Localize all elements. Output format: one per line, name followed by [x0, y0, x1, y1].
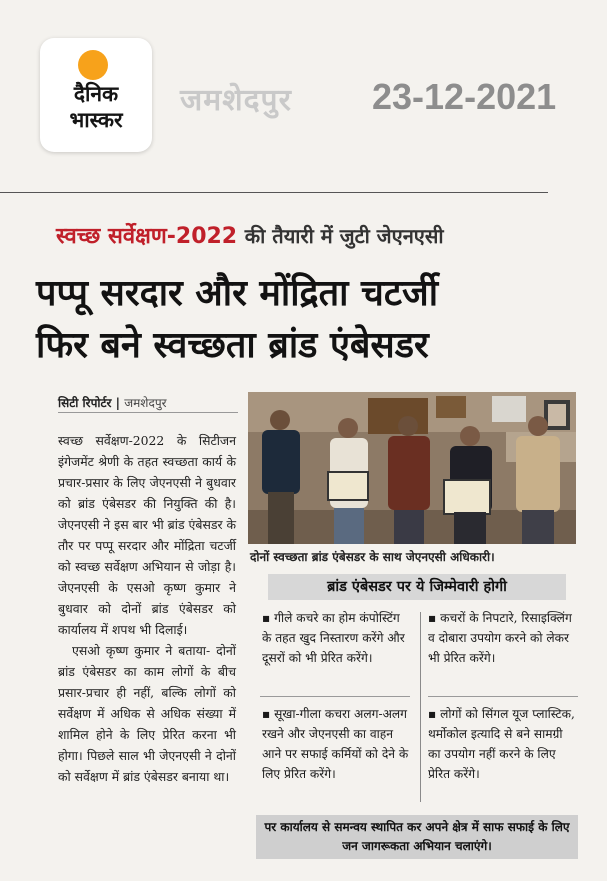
box-title: ब्रांड एंबेसडर पर ये जिम्मेवारी होगी	[268, 574, 566, 600]
edition-date: 23-12-2021	[372, 76, 557, 117]
edition-city: जमशेदपुर	[180, 83, 292, 118]
byline-city: जमशेदपुर	[124, 396, 167, 410]
logo-line-1: दैनिक	[73, 82, 119, 106]
headline	[36, 268, 596, 372]
headline-line-1: पप्पू सरदार और मोंद्रिता चटर्जी	[36, 273, 439, 314]
header-divider	[0, 192, 548, 193]
kicker-highlight: स्वच्छ सर्वेक्षण-2022	[56, 224, 238, 249]
kicker-rest: की तैयारी में जुटी जेएनएसी	[244, 224, 444, 248]
box-bullet-4: ▪ लोगों को सिंगल यूज प्लास्टिक, थर्मोकोल इत्यादि से बने सामग्री का उपयोग नहीं करने के लिए प्रेरित करेंगे।	[428, 707, 575, 781]
box-footer: पर कार्यालय से समन्वय स्थापित कर अपने क्षेत्र में साफ सफाई के लिए जन जागरूकता अभियान चलाएंगे।	[256, 815, 578, 859]
byline: सिटी रिपोर्टर | जमशेदपुर	[58, 396, 167, 410]
byline-reporter: सिटी रिपोर्टर	[58, 396, 112, 410]
dainik-bhaskar-logo	[40, 38, 152, 152]
logo-sun-icon	[78, 50, 108, 80]
box-column-divider	[420, 612, 421, 802]
article-body	[58, 430, 236, 787]
news-photo-image	[248, 392, 576, 544]
article-paragraph-1: स्वच्छ सर्वेक्षण-2022 के सिटीजन इंगेजमेंट श्रेणी के तहत स्वच्छता कार्य के प्रचार-प्रसार के लिए जेएनएसी ने बुधवार को ब्रांड एंबेसडर की नियुक्ति की है। जेएनएसी ने इस बार भी ब्रांड एंबेसडर के तौर पर पप्पू सरदार और मोंद्रिता चटर्जी को स्वच्छ सर्वेक्षण अभियान से जोड़ा है। जेएनएसी के एसओ कृष्ण कुमार ने बुधवार को दोनों ब्रांड एंबेसडर को कार्यालय में शपथ भी दिलाई।	[58, 433, 236, 637]
box-divider-left	[260, 696, 410, 697]
box-bullet-3: ▪ सूखा-गीला कचरा अलग-अलग रखने और जेएनएसी का वाहन आने पर सफाई कर्मियों को देने के लिए प्रेरित करेंगे।	[262, 707, 409, 781]
box-bullet-1: ▪ गीले कचरे का होम कंपोस्टिंग के तहत खुद निस्तारण करेंगे और दूसरों को भी प्रेरित करेंगे।	[262, 611, 405, 665]
column-rule	[58, 412, 238, 413]
box-bullet-2: ▪ कचरों के निपटारे, रिसाइक्लिंग व दोबारा उपयोग करने को लेकर भी प्रेरित करेंगे।	[428, 611, 572, 665]
news-photo	[248, 392, 576, 544]
logo-line-2: भास्कर	[69, 108, 123, 132]
kicker	[56, 220, 444, 250]
box-divider-right	[428, 696, 578, 697]
article-paragraph-2: एसओ कृष्ण कुमार ने बताया- दोनों ब्रांड एंबेसडर का काम लोगों के बीच प्रसार-प्रचार ही नहीं, बल्कि लोगों को सर्वेक्षण में अधिक से अधिक संख्या में शामिल होने के लिए प्रेरित करना भी होगा। पिछले साल भी जेएनएसी ने दोनों को सर्वेक्षण में ब्रांड एंबेसडर बनाया था।	[58, 643, 236, 784]
photo-caption: दोनों स्वच्छता ब्रांड एंबेसडर के साथ जेएनएसी अधिकारी।	[250, 550, 495, 564]
headline-line-2: फिर बने स्वच्छता ब्रांड एंबेसडर	[36, 325, 429, 366]
